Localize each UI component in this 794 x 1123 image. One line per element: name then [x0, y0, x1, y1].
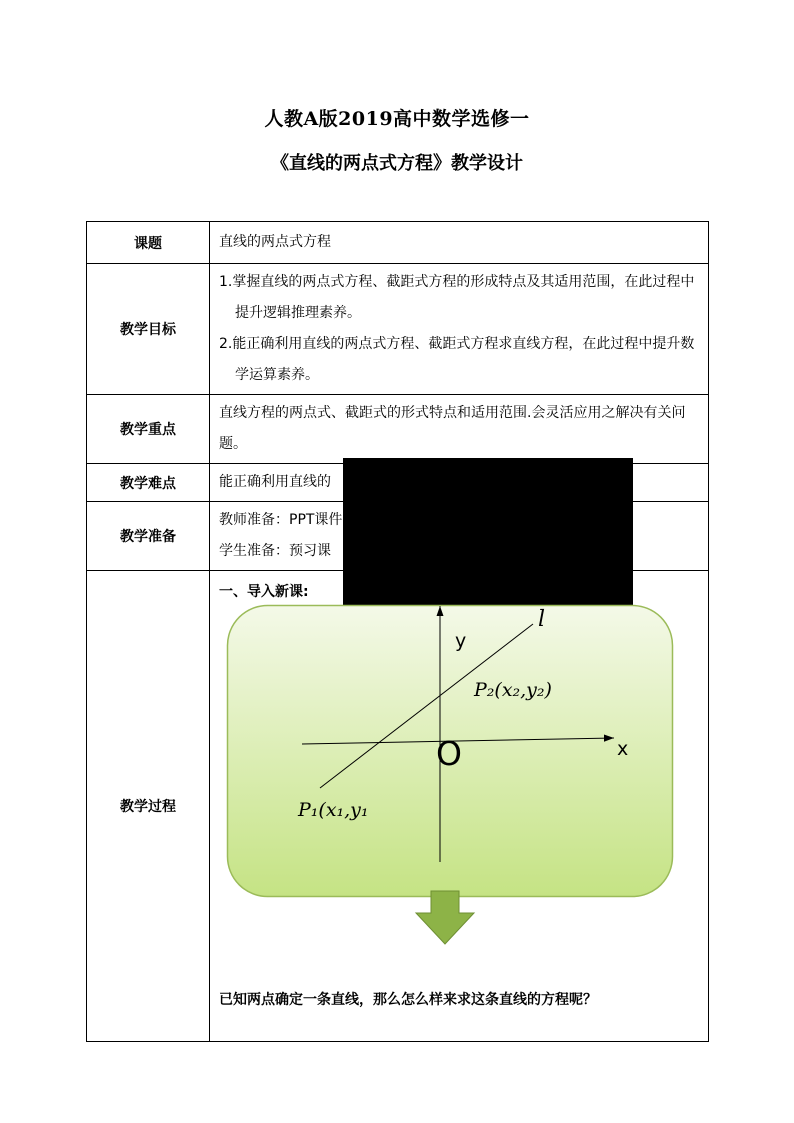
down-arrow-icon — [416, 891, 474, 944]
point-p1-label: P₁(x₁,y₁ — [298, 799, 369, 821]
row-label-preparation: 教学准备 — [87, 502, 210, 571]
goal-item-2: 2.能正确利用直线的两点式方程、截距式方程求直线方程，在此过程中提升数学运算素养。 — [219, 336, 695, 383]
table-row-goals — [87, 264, 709, 395]
row-value-keypoints — [210, 395, 709, 464]
intro-question: 已知两点确定一条直线，那么怎么样来求这条直线的方程呢？ — [219, 992, 597, 1008]
intro-heading: 一、导入新课: — [219, 584, 309, 600]
row-value-goals — [210, 264, 709, 395]
document-title-line2: 《直线的两点式方程》教学设计 — [271, 153, 523, 174]
point-p2-label: P₂(x₂,y₂) — [474, 679, 552, 701]
goal-item-1: 1.掌握直线的两点式方程、截距式方程的形成特点及其适用范围，在此过程中提升逻辑推理素养。 — [219, 274, 695, 321]
document-title-line1: 人教A版2019高中数学选修一 — [264, 108, 530, 130]
x-axis-label: x — [617, 738, 629, 760]
table-row-topic — [87, 222, 709, 264]
row-label-process: 教学过程 — [87, 571, 210, 1042]
line-l-label: l — [538, 607, 546, 632]
prep-teacher-text: 教师准备：PPT课件 — [219, 512, 343, 528]
table-row-keypoints — [87, 395, 709, 464]
row-label-difficulty: 教学难点 — [87, 464, 210, 502]
row-label-goals: 教学目标 — [87, 264, 210, 395]
origin-label: O — [436, 734, 462, 773]
row-label-keypoints: 教学重点 — [87, 395, 210, 464]
prep-student-text: 学生准备：预习课 — [219, 543, 331, 559]
row-label-topic: 课题 — [87, 222, 210, 264]
redaction-block — [343, 458, 633, 606]
keypoints-text: 直线方程的两点式、截距式的形式特点和适用范围.会灵活应用之解决有关问题。 — [219, 405, 686, 452]
y-axis-label: y — [455, 630, 467, 652]
topic-text: 直线的两点式方程 — [219, 234, 331, 250]
row-value-topic — [210, 222, 709, 264]
difficulty-text: 能正确利用直线的 — [219, 474, 331, 490]
coordinate-diagram — [226, 604, 676, 949]
